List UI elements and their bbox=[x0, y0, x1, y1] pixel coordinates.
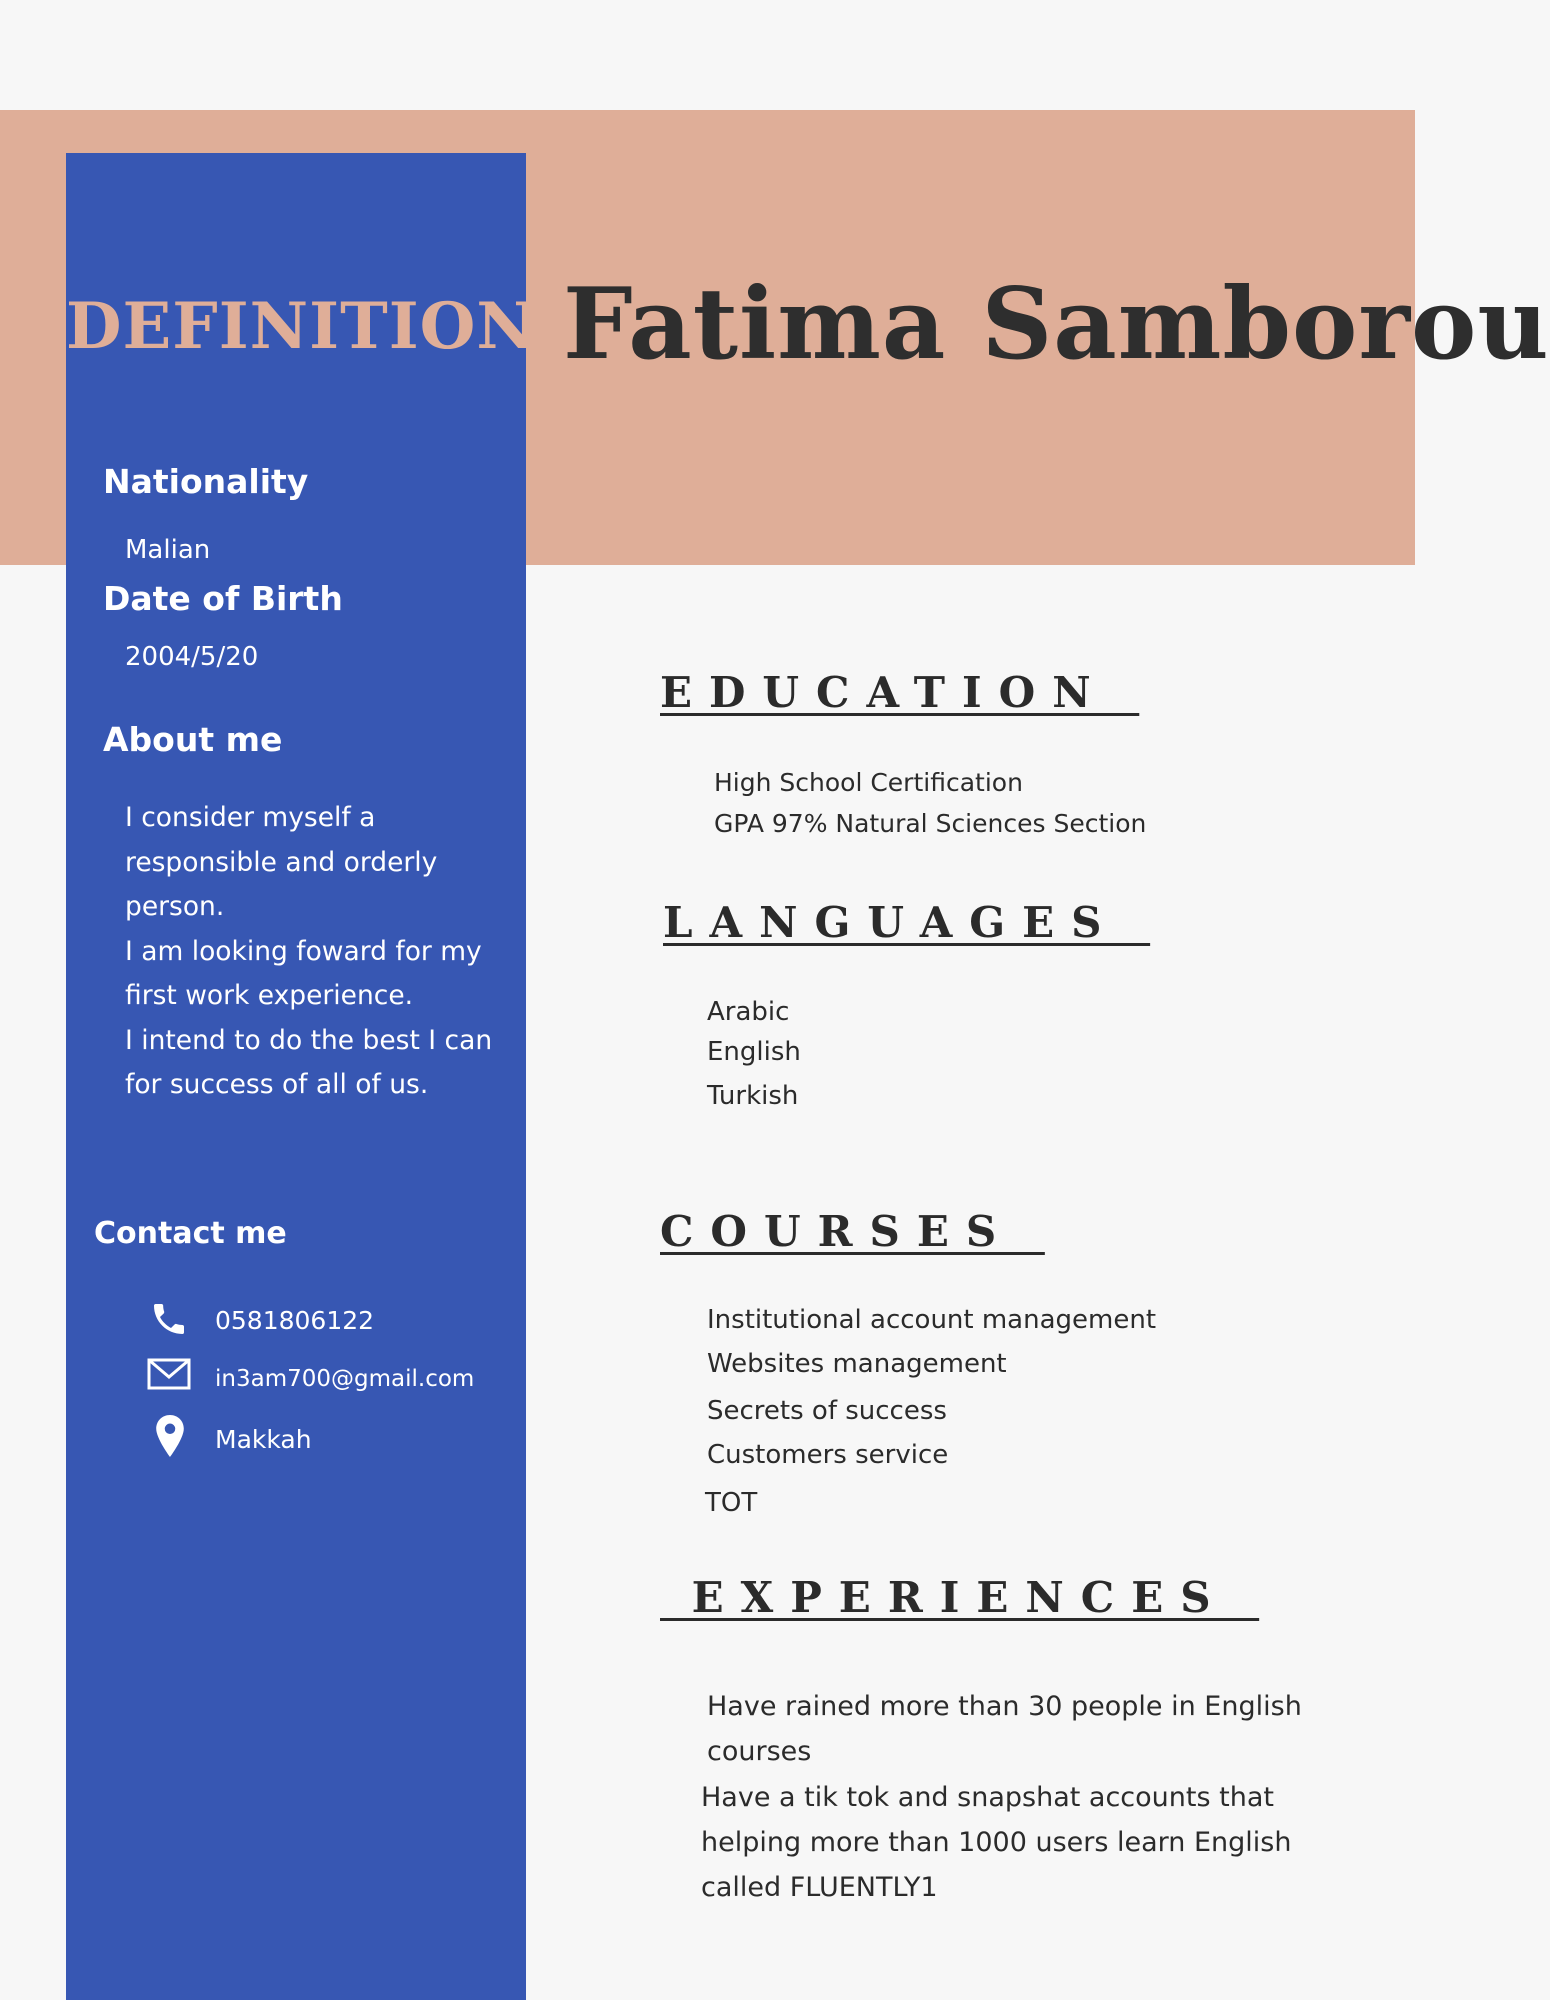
mail-icon bbox=[147, 1358, 191, 1402]
education-heading: EDUCATION bbox=[660, 668, 1140, 717]
education-item: High School Certification bbox=[714, 768, 1023, 797]
courses-heading: COURSES bbox=[660, 1207, 1045, 1256]
nationality-value: Malian bbox=[125, 535, 211, 565]
about-line: I intend to do the best I can bbox=[125, 1024, 493, 1056]
sidebar-title: DEFINITION bbox=[66, 289, 536, 364]
location-value: Makkah bbox=[215, 1425, 312, 1454]
candidate-name: Fatima Samborou bbox=[563, 267, 1550, 382]
sidebar bbox=[66, 153, 536, 2000]
about-line: person. bbox=[125, 891, 225, 922]
experience-item bbox=[707, 1684, 1302, 1774]
email-address: in3am700@gmail.com bbox=[215, 1366, 475, 1392]
about-line: I am looking foward for my bbox=[125, 935, 482, 967]
language-item: Turkish bbox=[707, 1081, 799, 1111]
location-pin-icon bbox=[154, 1415, 198, 1459]
phone-icon bbox=[149, 1299, 193, 1343]
course-item: Institutional account management bbox=[707, 1305, 1157, 1335]
experiences-heading: EXPERIENCES bbox=[660, 1573, 1260, 1622]
course-item: Customers service bbox=[707, 1440, 949, 1470]
experience-line: called FLUENTLY1 bbox=[701, 1872, 938, 1903]
dob-label: Date of Birth bbox=[103, 579, 343, 618]
about-label: About me bbox=[103, 720, 283, 759]
language-item: English bbox=[707, 1037, 801, 1067]
dob-value: 2004/5/20 bbox=[125, 642, 259, 672]
about-line: first work experience. bbox=[125, 980, 414, 1011]
language-item: Arabic bbox=[707, 997, 790, 1027]
education-item: GPA 97% Natural Sciences Section bbox=[714, 809, 1147, 838]
course-item: TOT bbox=[705, 1488, 758, 1518]
phone-number: 0581806122 bbox=[215, 1306, 375, 1335]
contact-label: Contact me bbox=[94, 1216, 287, 1251]
nationality-label: Nationality bbox=[103, 462, 309, 501]
course-item: Websites management bbox=[707, 1349, 1007, 1379]
course-item: Secrets of success bbox=[707, 1396, 947, 1426]
about-line: responsible and orderly bbox=[125, 846, 438, 878]
experience-line: Have a tik tok and snapshat accounts that bbox=[701, 1782, 1274, 1813]
experience-line: Have rained more than 30 people in English bbox=[707, 1691, 1302, 1722]
experience-line: courses bbox=[707, 1736, 812, 1767]
experience-item bbox=[701, 1775, 1291, 1910]
about-line: I consider myself a bbox=[125, 802, 376, 833]
experience-line: helping more than 1000 users learn English bbox=[701, 1827, 1292, 1858]
about-line: for success of all of us. bbox=[125, 1069, 429, 1100]
about-text bbox=[125, 796, 505, 1108]
languages-heading: LANGUAGES bbox=[663, 898, 1151, 947]
